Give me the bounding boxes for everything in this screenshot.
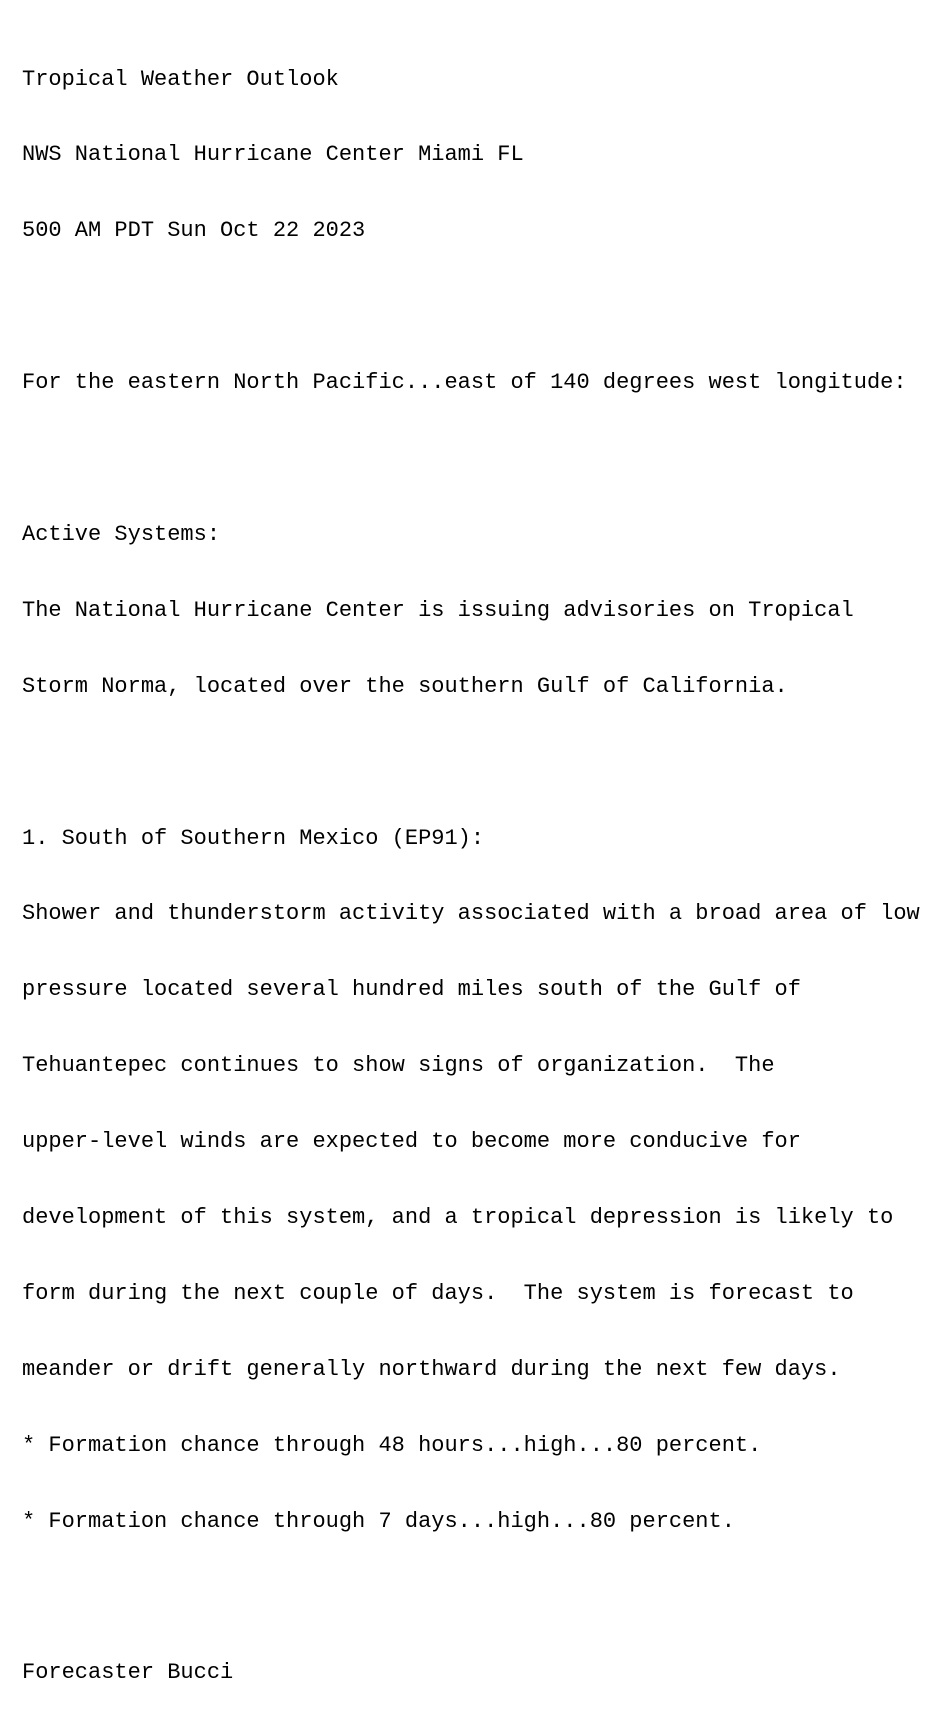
- system-1-line: form during the next couple of days. The system is forecast to: [22, 1280, 854, 1306]
- system-1-line: upper-level winds are expected to become more conducive for: [22, 1129, 801, 1155]
- forecaster-signature: Forecaster Bucci: [22, 1660, 234, 1686]
- system-1-line: development of this system, and a tropical depression is likely to: [22, 1204, 894, 1230]
- issue-time: 500 AM PDT Sun Oct 22 2023: [22, 218, 366, 244]
- blank-line: [22, 750, 920, 775]
- region-statement: For the eastern North Pacific...east of 140 degrees west longitude:: [22, 370, 907, 396]
- system-1-line: Tehuantepec continues to show signs of organization. The: [22, 1053, 775, 1079]
- system-1-line: Shower and thunderstorm activity associated with a broad area of low: [22, 901, 920, 927]
- active-systems-heading: Active Systems:: [22, 521, 221, 547]
- system-1-heading: 1. South of Southern Mexico (EP91):: [22, 825, 485, 851]
- outlook-title: Tropical Weather Outlook: [22, 66, 339, 92]
- active-systems-line: The National Hurricane Center is issuing advisories on Tropical: [22, 597, 854, 623]
- outlook-text: [22, 16, 920, 1711]
- formation-chance-7d: * Formation chance through 7 days...high...80 percent.: [22, 1508, 735, 1534]
- formation-chance-48h: * Formation chance through 48 hours...high...80 percent.: [22, 1432, 762, 1458]
- blank-line: [22, 294, 920, 319]
- system-1-line: pressure located several hundred miles south of the Gulf of: [22, 977, 801, 1003]
- system-1-line: meander or drift generally northward during the next few days.: [22, 1356, 841, 1382]
- active-systems-line: Storm Norma, located over the southern Gulf of California.: [22, 673, 788, 699]
- blank-line: [22, 446, 920, 471]
- issuing-office: NWS National Hurricane Center Miami FL: [22, 142, 524, 168]
- blank-line: [22, 1584, 920, 1609]
